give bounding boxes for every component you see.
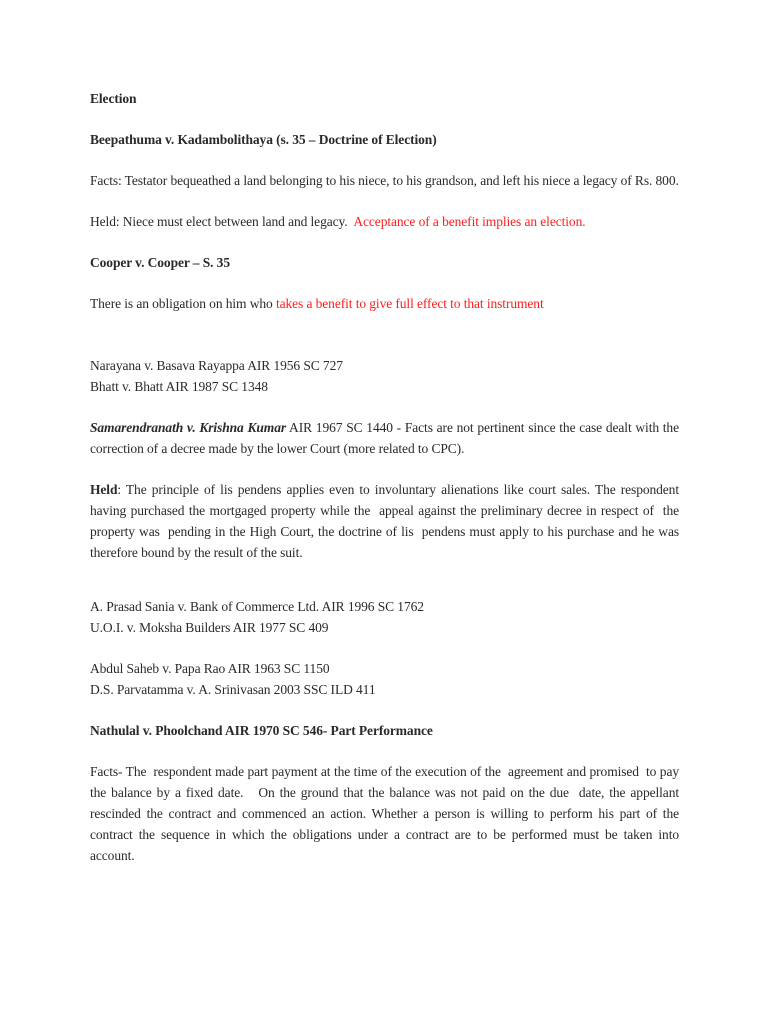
cooper-red-text: takes a benefit to give full effect to that instrument bbox=[275, 296, 544, 311]
citation-parvatamma: D.S. Parvatamma v. A. Srinivasan 2003 SSC ILD 411 bbox=[90, 682, 376, 697]
case-heading-cooper: Cooper v. Cooper – S. 35 bbox=[90, 255, 230, 270]
citation-abdul: Abdul Saheb v. Papa Rao AIR 1963 SC 1150 bbox=[90, 661, 330, 676]
paragraph-facts-beepathuma: Facts: Testator bequeathed a land belonging to his niece, to his grandson, and left his niece a legacy of Rs. 800. bbox=[90, 173, 679, 188]
citation-group-2 bbox=[90, 596, 679, 638]
paragraph-cooper-obligation bbox=[90, 293, 679, 314]
paragraph-held-beepathuma bbox=[90, 211, 679, 232]
held-beepathuma-red-text: Acceptance of a benefit implies an election. bbox=[353, 214, 586, 229]
citation-group-3 bbox=[90, 658, 679, 700]
case-heading-nathulal: Nathulal v. Phoolchand AIR 1970 SC 546- Part Performance bbox=[90, 723, 433, 738]
held-beepathuma-text: Held: Niece must elect between land and legacy. bbox=[90, 214, 354, 229]
samarendranath-case-name: Samarendranath v. Krishna Kumar bbox=[90, 420, 287, 435]
cooper-text: There is an obligation on him who bbox=[90, 296, 276, 311]
case-heading-beepathuma: Beepathuma v. Kadambolithaya (s. 35 – Doctrine of Election) bbox=[90, 132, 437, 147]
citation-uoi: U.O.I. v. Moksha Builders AIR 1977 SC 409 bbox=[90, 620, 329, 635]
samarendranath-details: AIR 1967 SC 1440 - Facts are not pertinent since the case dealt with the correction of a decree made by the lower Court (more related to CPC). bbox=[90, 420, 683, 456]
paragraph-held-lis-pendens bbox=[90, 479, 686, 563]
citation-narayana: Narayana v. Basava Rayappa AIR 1956 SC 727 bbox=[90, 358, 343, 373]
citation-group-1 bbox=[90, 355, 679, 397]
paragraph-samarendranath bbox=[90, 417, 683, 459]
paragraph-facts-nathulal: Facts- The respondent made part payment at the time of the execution of the agreement and promised to pay the balance by a fixed date. On the ground that the balance was not paid on the due date, the appellant rescinded the contract and commenced an action. Whether a person is willing to perform his part of the contract the sequence in which the obligations under a contract are to be performed must be taken into account. bbox=[90, 764, 683, 863]
citation-prasad: A. Prasad Sania v. Bank of Commerce Ltd. AIR 1996 SC 1762 bbox=[90, 599, 424, 614]
citation-bhatt: Bhatt v. Bhatt AIR 1987 SC 1348 bbox=[90, 379, 268, 394]
held-lis-pendens-text: : The principle of lis pendens applies even to involuntary alienations like court sales. The respondent having purchased the mortgaged property while the appeal against the preliminary decree in respect of the property was pending in the High Court, the doctrine of lis pendens must apply to his purchase and he was therefore bound by the result of the suit. bbox=[90, 482, 686, 560]
held-label: Held bbox=[90, 482, 118, 497]
section-heading-election: Election bbox=[90, 91, 137, 106]
